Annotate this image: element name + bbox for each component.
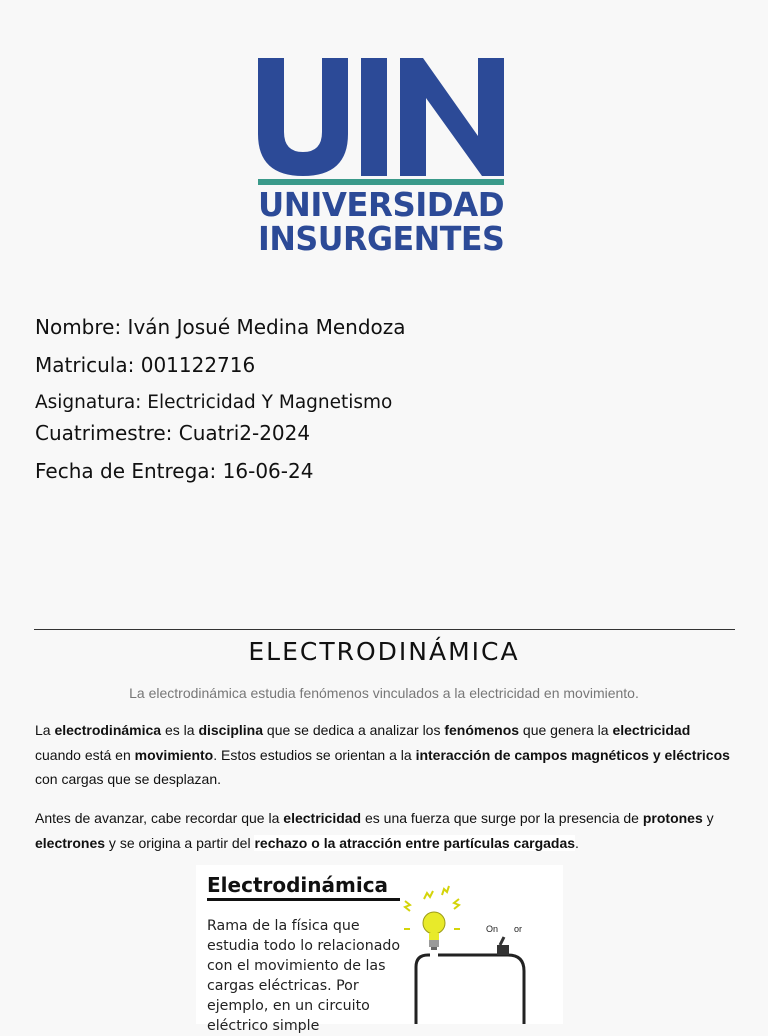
switch-icon bbox=[497, 945, 509, 955]
subject: Asignatura: Electricidad Y Magnetismo bbox=[35, 392, 393, 413]
paragraph-electricity: Antes de avanzar, cabe recordar que la electricidad es una fuerza que surge por la presencia de protones y electrones y se origina a partir del rechazo o la atracción entre partículas cargadas. bbox=[35, 810, 714, 851]
circuit-wire bbox=[416, 955, 524, 1024]
university-logo bbox=[258, 58, 504, 258]
figure-title: Electrodinámica bbox=[207, 873, 389, 897]
paragraph-intro: La electrodinámica es la disciplina que se dedica a analizar los fenómenos que genera la electricidad cuando está en movimiento. Estos estudios se orientan a la interacción de campos magnéticos y eléctricos con cargas que se desplazan. bbox=[35, 722, 730, 787]
lightbulb-icon bbox=[423, 912, 445, 950]
electrodynamics-figure bbox=[196, 865, 563, 1034]
figure-title-underline bbox=[207, 898, 400, 901]
switch-off-label: or bbox=[514, 924, 523, 934]
logo-insurgentes-text: INSURGENTES bbox=[258, 219, 505, 258]
article-title: ELECTRODINÁMICA bbox=[248, 637, 520, 666]
article-subtitle: La electrodinámica estudia fenómenos vinculados a la electricidad en movimiento. bbox=[129, 685, 639, 701]
term: Cuatrimestre: Cuatri2-2024 bbox=[35, 421, 311, 445]
section-divider bbox=[34, 629, 735, 630]
student-id: Matricula: 001122716 bbox=[35, 353, 256, 377]
switch-on-label: On bbox=[486, 924, 499, 934]
due-date: Fecha de Entrega: 16-06-24 bbox=[35, 459, 314, 483]
uin-logo-letters bbox=[258, 58, 504, 176]
student-name: Nombre: Iván Josué Medina Mendoza bbox=[35, 315, 406, 339]
circuit-illustration bbox=[396, 885, 563, 1024]
logo-university-text: UNIVERSIDAD bbox=[258, 185, 505, 224]
figure-description: Rama de la física que estudia todo lo relacionado con el movimiento de las cargas eléctricas. Por ejemplo, en un circuito eléctrico simple bbox=[207, 918, 401, 1034]
